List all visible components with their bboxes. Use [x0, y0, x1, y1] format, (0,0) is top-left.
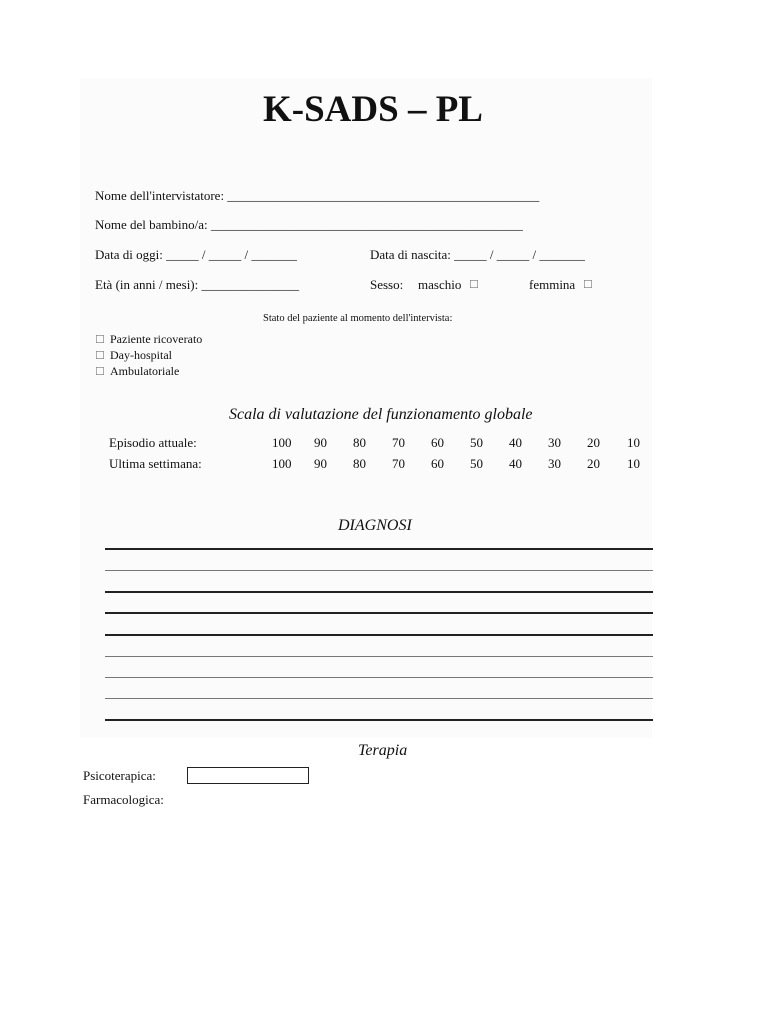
sex-female-label: femmina: [529, 277, 576, 292]
form-title: K-SADS – PL: [263, 89, 483, 130]
diagnosis-line[interactable]: [105, 548, 653, 550]
diagnosis-line[interactable]: [105, 634, 653, 636]
patient-status-heading: Stato del paziente al momento dell'intervista:: [263, 313, 453, 324]
gaf-score-option[interactable]: 50: [470, 435, 483, 450]
sex-female-checkbox[interactable]: ☐: [583, 279, 593, 291]
gaf-score-option[interactable]: 30: [548, 435, 561, 450]
gaf-score-option[interactable]: 40: [509, 456, 522, 471]
status-inpatient-checkbox[interactable]: ☐: [95, 334, 105, 346]
gaf-score-option[interactable]: 20: [587, 456, 600, 471]
gaf-score-option[interactable]: 90: [314, 456, 327, 471]
scale-heading: Scala di valutazione del funzionamento globale: [229, 406, 533, 423]
child-name-field[interactable]: Nome del bambino/a: ________________________________________________: [95, 217, 523, 232]
current-episode-label: Episodio attuale:: [109, 435, 197, 450]
gaf-score-option[interactable]: 80: [353, 456, 366, 471]
gaf-score-option[interactable]: 90: [314, 435, 327, 450]
interviewer-name-field[interactable]: Nome dell'intervistatore: ________________________________________________: [95, 188, 540, 203]
pharmacological-label: Farmacologica:: [83, 792, 164, 807]
diagnosis-line[interactable]: [105, 612, 653, 614]
gaf-score-option[interactable]: 10: [627, 456, 640, 471]
gaf-score-option[interactable]: 70: [392, 435, 405, 450]
diagnosis-line[interactable]: [105, 656, 653, 657]
gaf-score-option[interactable]: 100: [272, 456, 292, 471]
diagnosis-line[interactable]: [105, 698, 653, 699]
last-week-label: Ultima settimana:: [109, 456, 202, 471]
gaf-score-option[interactable]: 100: [272, 435, 292, 450]
sex-label: Sesso:: [370, 277, 404, 292]
diagnosis-line[interactable]: [105, 570, 653, 571]
psychotherapy-input-box[interactable]: [187, 767, 309, 784]
gaf-score-option[interactable]: 70: [392, 456, 405, 471]
age-field[interactable]: Età (in anni / mesi): _______________: [95, 277, 300, 292]
diagnosis-line[interactable]: [105, 677, 653, 678]
status-inpatient-label: Paziente ricoverato: [110, 332, 203, 346]
sex-male-label: maschio: [418, 277, 462, 292]
psychotherapy-label: Psicoterapica:: [83, 768, 156, 783]
gaf-score-option[interactable]: 20: [587, 435, 600, 450]
diagnosis-line[interactable]: [105, 591, 653, 593]
gaf-score-option[interactable]: 80: [353, 435, 366, 450]
gaf-score-option[interactable]: 60: [431, 456, 444, 471]
birth-date-field[interactable]: Data di nascita: _____ / _____ / _______: [370, 247, 585, 262]
status-day-hospital-checkbox[interactable]: ☐: [95, 350, 105, 362]
gaf-score-option[interactable]: 10: [627, 435, 640, 450]
status-outpatient-label: Ambulatoriale: [110, 364, 180, 378]
status-day-hospital-label: Day-hospital: [110, 348, 172, 362]
status-outpatient-checkbox[interactable]: ☐: [95, 366, 105, 378]
today-date-field[interactable]: Data di oggi: _____ / _____ / _______: [95, 247, 297, 262]
therapy-heading: Terapia: [358, 742, 408, 759]
sex-male-checkbox[interactable]: ☐: [469, 279, 479, 291]
gaf-score-option[interactable]: 50: [470, 456, 483, 471]
gaf-score-option[interactable]: 40: [509, 435, 522, 450]
gaf-score-option[interactable]: 30: [548, 456, 561, 471]
gaf-score-option[interactable]: 60: [431, 435, 444, 450]
diagnosis-heading: DIAGNOSI: [338, 517, 412, 534]
diagnosis-line[interactable]: [105, 719, 653, 721]
